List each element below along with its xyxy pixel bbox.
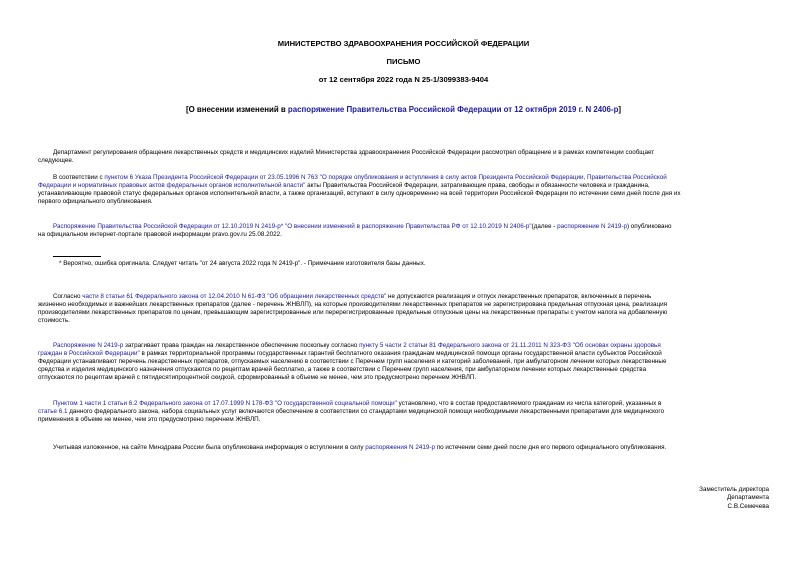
signature-block xyxy=(699,486,769,511)
p2-text: акты Правительства Российской Федерации, затрагивающие права, свободы и обязанности человека и гражданина, xyxy=(305,182,650,189)
p3-text: (далее - xyxy=(531,223,558,230)
p4-text: Согласно xyxy=(53,293,83,300)
law-323fz-link-cont[interactable]: граждан в Российской Федерации" xyxy=(38,350,140,357)
p7-text: по истечении семи дней после дня его первого официального опубликования. xyxy=(434,444,667,451)
order-2419-ref-link[interactable]: Распоряжение N 2419-р xyxy=(53,342,124,349)
p6-line-2 xyxy=(38,408,664,416)
decree-763-link[interactable]: пунктом 6 Указа Президента Российской Федерации от 23.05.1996 N 763 "О порядке опубликования и вступления в силу актов Президента Российской Федерации, Правительства Российской xyxy=(104,174,667,181)
order-2419-link[interactable]: Распоряжение Правительства Российской Федерации от 12.10.2019 N 2419-р* xyxy=(53,223,284,230)
p4-line-3: производителями лекарственных препаратов по ценам, превышающим зарегистрированные или перерегистрированные предельные отпускные цены на лекарственные препараты с учетом налога на добавленную xyxy=(38,309,668,316)
ministry-title: МИНИСТЕРСТВО ЗДРАВООХРАНЕНИЯ РОССИЙСКОЙ ФЕДЕРАЦИИ xyxy=(277,39,530,48)
law-178fz-link[interactable]: Пунктом 1 части 1 статьи 6.2 Федерального закона от 17.07.1999 N 178-ФЗ "О государственной социальной помощи" xyxy=(53,400,397,407)
subject-close: ] xyxy=(618,105,622,114)
p5-line-4: средства и изделия медицинского назначения отпускаются по рецептам врачей бесплатно, а также в соответствии с Перечнем групп населения, при амбулаторном лечении которых лекарственные средства xyxy=(38,366,647,373)
p5-text: в рамках территориальной программы государственных гарантий бесплатного оказания гражданам медицинской помощи органы государственной власти субъектов Российской xyxy=(139,350,662,357)
doc-subject xyxy=(0,106,807,114)
p4-line-4: стоимость. xyxy=(38,317,70,324)
p6-line-3: применения в объеме не менее, чем это предусмотрено перечнем ЖНВЛП. xyxy=(38,416,261,423)
p6-line-1 xyxy=(53,400,661,408)
p4-line-2: жизненно необходимых и важнейших лекарственных препаратов (далее - перечень ЖНВЛП), на которые производителями лекарственных препаратов не зарегистрирована предельная отпускная цена, реализация xyxy=(38,301,667,308)
footnote: * Вероятно, ошибка оригинала. Следует читать "от 24 августа 2022 года N 2419-р". - Примечание изготовителя базы данных. xyxy=(59,260,426,267)
p7-line-1 xyxy=(53,444,666,452)
p2-line-3: устанавливающие правовой статус федеральных органов исполнительной власти, а также организаций, вступают в силу одновременно на всей территории Российской Федерации по истечении семи дней после дня их xyxy=(38,190,681,197)
subject-link[interactable]: распоряжение Правительства Российской Федерации от 12 октября 2019 г. N 2406-р xyxy=(287,105,619,114)
p5-line-1 xyxy=(53,342,661,350)
p5-line-5: отпускаются по рецептам врачей с пятидесятипроцентной скидкой, сформированный в объеме не менее, чем это предусмотрено перечнем ЖНВЛП. xyxy=(38,374,477,381)
p3-text: ) опубликовано xyxy=(626,223,672,230)
p2-line-4: первого официального опубликования. xyxy=(38,198,153,205)
signature-position: Заместитель директора xyxy=(699,486,769,493)
p3-line-1 xyxy=(53,223,672,231)
law-323fz-link[interactable]: пункту 5 части 2 статьи 81 Федерального закона от 21.11.2011 N 323-ФЗ "Об основах охраны здоровья xyxy=(359,342,661,349)
signature-name: С.В.Семечева xyxy=(727,502,769,510)
order-2419-short-link[interactable]: распоряжение N 2419-р xyxy=(557,223,627,230)
p1-line-2: следующее. xyxy=(38,157,74,164)
order-2406-amend-link[interactable]: "О внесении изменений в распоряжение Правительства РФ от 12.10.2019 N 2406-р" xyxy=(284,223,532,230)
doc-date-number: от 12 сентября 2022 года N 25-1/3099383-9404 xyxy=(318,75,489,84)
order-2419-final-link[interactable]: распоряжения N 2419-р xyxy=(365,444,435,451)
footnote-divider xyxy=(53,256,101,257)
p4-line-1 xyxy=(53,293,651,301)
p1-line-1: Департамент регулирования обращения лекарственных средств и медицинских изделий Министерства здравоохранения Российской Федерации рассмотрел обращение и в рамках компетенции сообщает xyxy=(53,149,655,156)
signature-department: Департамента xyxy=(727,494,769,502)
p2-line-1 xyxy=(53,174,667,182)
decree-763-link-cont[interactable]: Федерации и нормативных правовых актов федеральных органов исполнительной власти" xyxy=(38,182,306,189)
p5-text: затрагивает права граждан на лекарственное обеспечение поскольку согласно xyxy=(123,342,360,349)
p6-text: установлено, что в состав предоставляемого гражданам из числа категорий, указанных в xyxy=(396,400,662,407)
p5-line-3: Федерации устанавливают перечень лекарственных препаратов, отпускаемых населению в соответствии с Перечнем групп населения и категорий заболеваний, при амбулаторном лечении которых лекарственные xyxy=(38,358,667,365)
p6-text: данного федерального закона, набора социальных услуг включаются обеспечение в соответствии со стандартами медицинской помощи необходимыми лекарственными препаратами для медицинского xyxy=(67,408,665,415)
p5-line-2 xyxy=(38,350,662,358)
article-6-1-link[interactable]: статье 6.1 xyxy=(38,408,68,415)
doc-type: ПИСЬМО xyxy=(386,57,421,66)
p3-line-2: на официальном интернет-портале правовой информации pravo.gov.ru 25.08.2022. xyxy=(38,231,282,238)
p4-text: не допускаются реализация и отпуск лекарственных препаратов, включенных в перечень xyxy=(386,293,652,300)
p2-line-2 xyxy=(38,182,650,190)
p2-text: В соответствии с xyxy=(53,174,105,181)
subject-open: [О внесении изменений в xyxy=(185,105,288,114)
p7-text: Учитывая изложенное, на сайте Минздрава России была опубликована информация о вступлении в силу xyxy=(53,444,366,451)
law-61fz-link[interactable]: части 8 статьи 61 Федерального закона от 12.04.2010 N 61-ФЗ "Об обращении лекарственных средств" xyxy=(82,293,387,300)
